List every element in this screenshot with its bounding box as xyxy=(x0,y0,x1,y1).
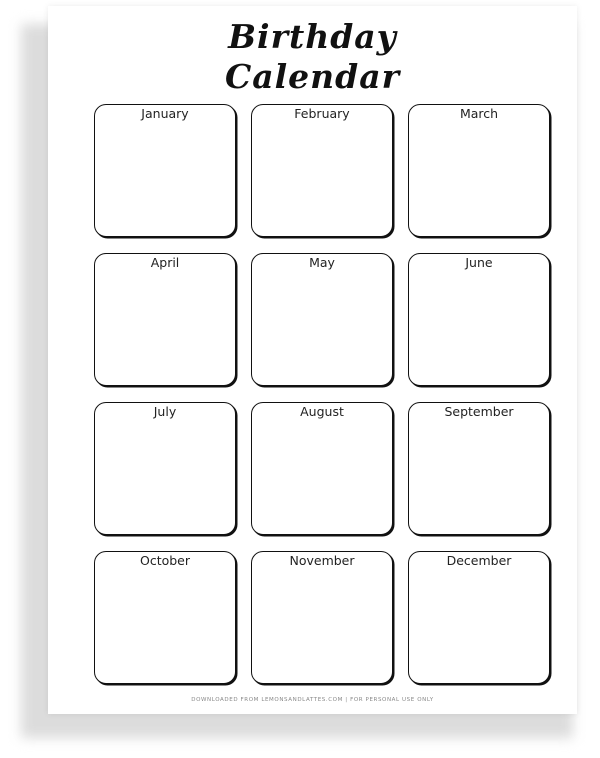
month-box-july xyxy=(94,402,236,535)
title-line-1: Birthday xyxy=(228,17,397,56)
month-label: July xyxy=(153,404,177,419)
month-label: June xyxy=(465,255,493,270)
month-box-september xyxy=(408,402,550,535)
month-label: January xyxy=(141,106,189,121)
month-box-october xyxy=(94,551,236,684)
month-label: March xyxy=(459,106,499,121)
month-label: August xyxy=(300,404,344,419)
month-label: November xyxy=(289,553,355,568)
footer-credit: DOWNLOADED FROM LEMONSANDLATTES.COM | FOR PERSONAL USE ONLY xyxy=(191,697,434,703)
month-box-june xyxy=(408,253,550,386)
month-label: April xyxy=(150,255,180,270)
month-label: December xyxy=(446,553,512,568)
month-box-august xyxy=(251,402,393,535)
month-grid xyxy=(48,6,577,714)
month-box-may xyxy=(251,253,393,386)
month-box-february xyxy=(251,104,393,237)
month-box-november xyxy=(251,551,393,684)
month-label: February xyxy=(294,106,350,121)
month-box-january xyxy=(94,104,236,237)
month-label: May xyxy=(309,255,335,270)
month-label: September xyxy=(444,404,514,419)
month-box-march xyxy=(408,104,550,237)
month-box-april xyxy=(94,253,236,386)
month-label: October xyxy=(139,553,191,568)
title-line-2: Calendar xyxy=(224,57,400,96)
calendar-page xyxy=(48,6,577,714)
month-box-december xyxy=(408,551,550,684)
